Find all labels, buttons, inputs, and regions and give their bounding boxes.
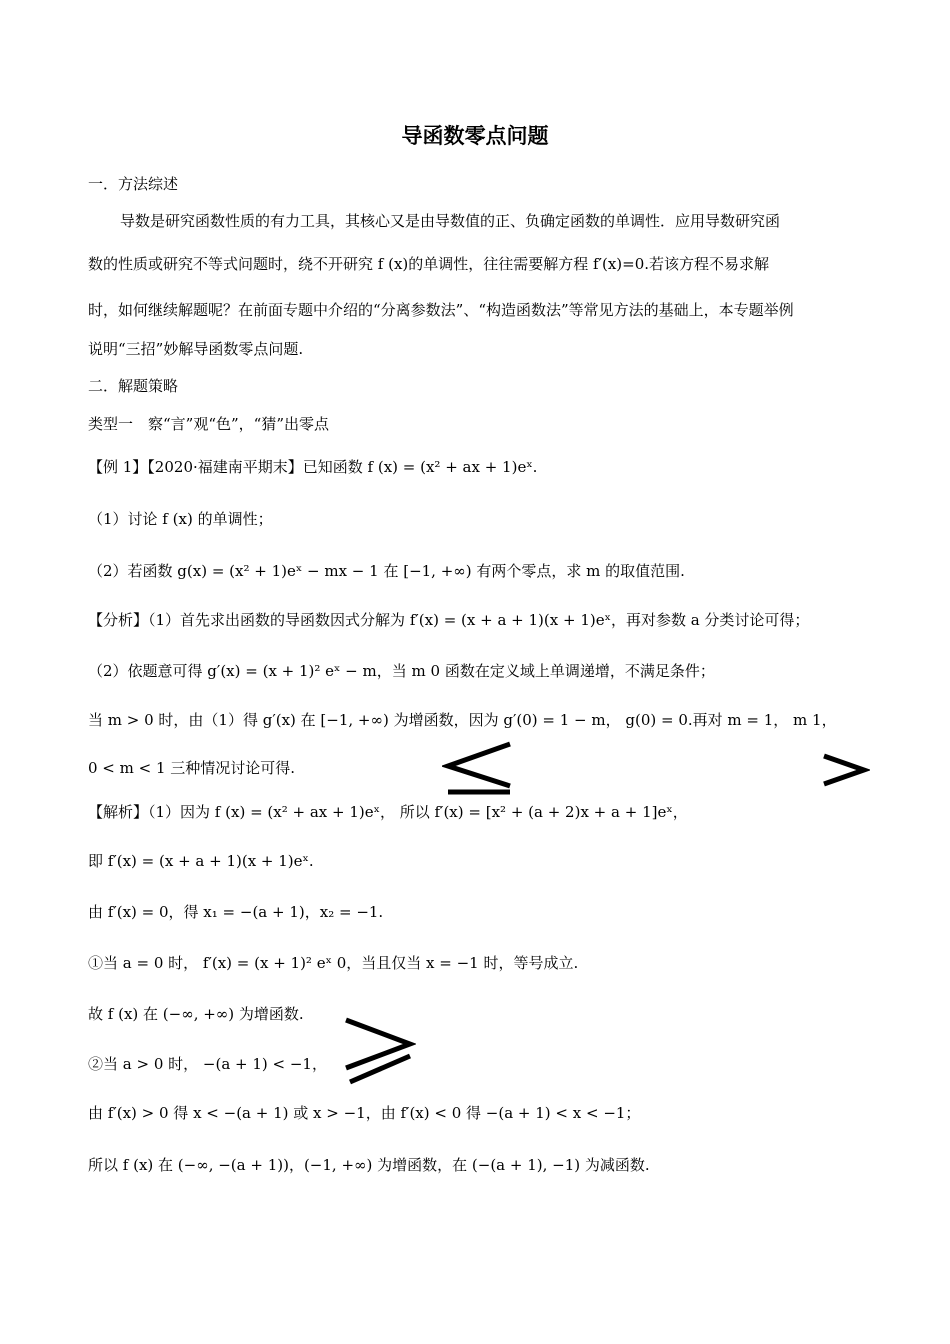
analysis-line: （2）依题意可得 g′(x) = (x + 1)² eˣ − m，当 m 0 函数在定义域上单调递增，不满足条件； <box>88 662 715 680</box>
large-leq-symbol <box>442 740 514 796</box>
question-part-2: （2）若函数 g(x) = (x² + 1)eˣ − mx − 1 在 [−1, +∞) 有两个零点，求 m 的取值范围. <box>88 562 685 580</box>
analysis-line: 0 < m < 1 三种情况讨论可得. <box>88 759 296 777</box>
paragraph-line: 说明“三招”妙解导函数零点问题. <box>88 340 304 358</box>
type-heading: 类型一 察“言”观“色”，“猜”出零点 <box>88 415 330 433</box>
solution-line: 由 f′(x) = 0，得 x₁ = −(a + 1)，x₂ = −1. <box>88 903 384 921</box>
analysis-line: 【分析】（1）首先求出函数的导函数因式分解为 f′(x) = (x + a + 1)(x + 1)eˣ，再对参数 a 分类讨论可得； <box>88 611 810 629</box>
section-heading-strategy: 二．解题策略 <box>88 377 179 395</box>
paragraph-line: 导数是研究函数性质的有力工具，其核心又是由导数值的正、负确定函数的单调性．应用导数研究函 <box>120 212 781 230</box>
solution-line: ①当 a = 0 时， f′(x) = (x + 1)² eˣ 0，当且仅当 x = −1 时，等号成立. <box>88 954 579 972</box>
paragraph-line: 时，如何继续解题呢？在前面专题中介绍的“分离参数法”、“构造函数法”等常见方法的基础上，本专题举例 <box>88 301 794 319</box>
page-title: 导函数零点问题 <box>401 124 549 148</box>
large-geq-symbol <box>340 1016 416 1086</box>
question-part-1: （1）讨论 f (x) 的单调性； <box>88 510 273 528</box>
solution-line: ②当 a > 0 时， −(a + 1) < −1， <box>88 1055 327 1073</box>
solution-line: 即 f′(x) = (x + a + 1)(x + 1)eˣ. <box>88 852 314 870</box>
solution-line: 所以 f (x) 在 (−∞, −(a + 1))，(−1, +∞) 为增函数，在 (−(a + 1), −1) 为减函数. <box>88 1156 650 1174</box>
large-gt-symbol <box>820 752 870 788</box>
section-heading-method: 一．方法综述 <box>88 175 179 193</box>
solution-line: 故 f (x) 在 (−∞, +∞) 为增函数. <box>88 1005 304 1023</box>
example-statement: 【例 1】【2020·福建南平期末】已知函数 f (x) = (x² + ax + 1)eˣ. <box>88 458 538 476</box>
solution-line: 由 f′(x) > 0 得 x < −(a + 1) 或 x > −1，由 f′(x) < 0 得 −(a + 1) < x < −1； <box>88 1104 641 1122</box>
paragraph-line: 数的性质或研究不等式问题时，绕不开研究 f (x)的单调性，往往需要解方程 f′(x)=0.若该方程不易求解 <box>88 255 770 273</box>
solution-line: 【解析】（1）因为 f (x) = (x² + ax + 1)eˣ， 所以 f′(x) = [x² + (a + 2)x + a + 1]eˣ， <box>88 803 688 821</box>
analysis-line: 当 m > 0 时，由（1）得 g′(x) 在 [−1, +∞) 为增函数，因为 g′(0) = 1 − m， g(0) = 0.再对 m = 1， m 1， <box>88 711 837 729</box>
